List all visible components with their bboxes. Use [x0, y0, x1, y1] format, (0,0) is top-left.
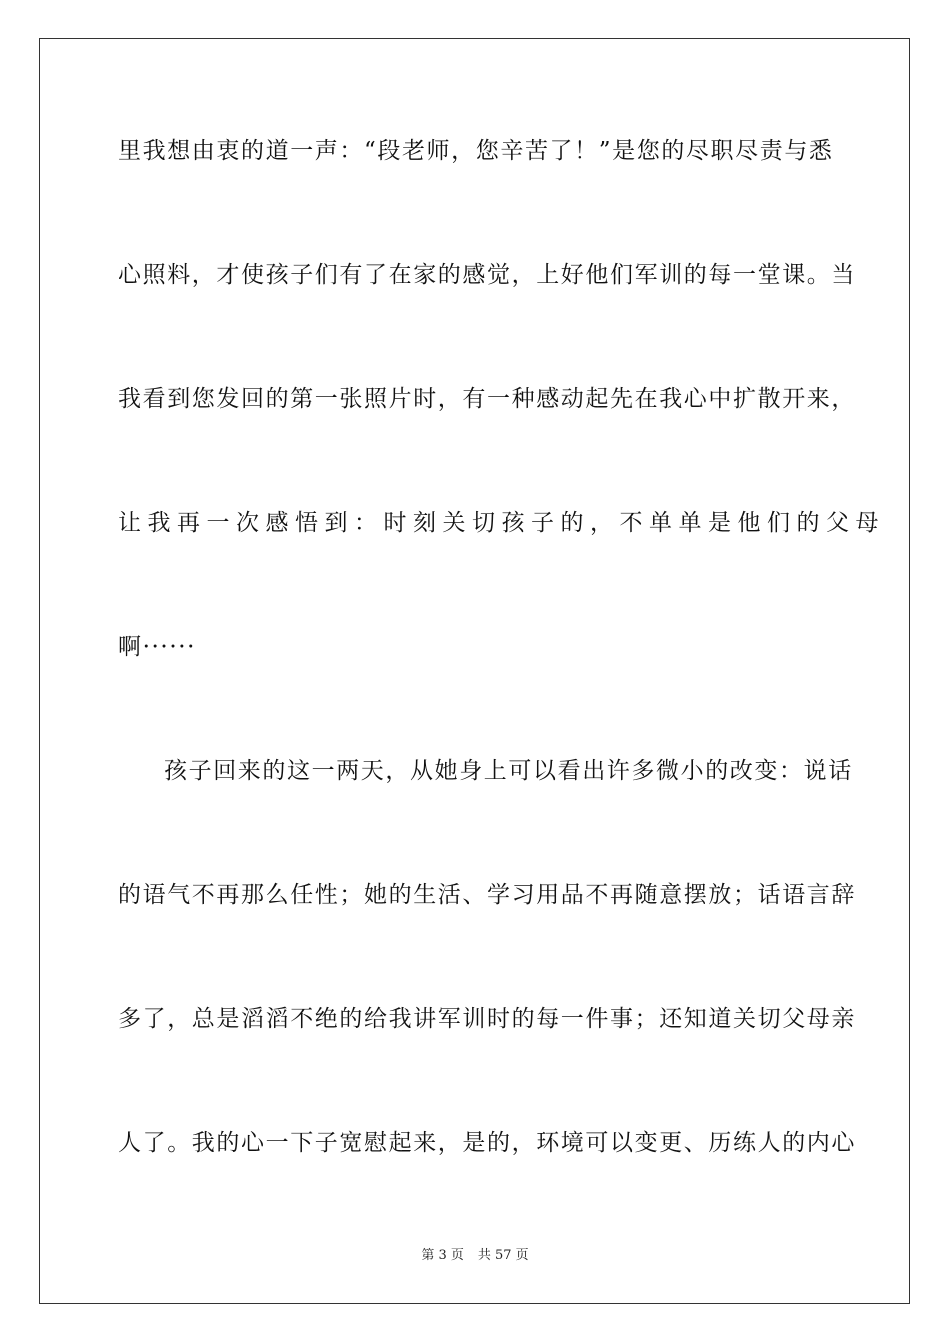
paragraph-line-2: 心照料，才使孩子们有了在家的感觉，上好他们军训的每一堂课。当 [118, 262, 856, 288]
paragraph-2-line-2: 的语气不再那么任性；她的生活、学习用品不再随意摆放；话语言辞 [118, 882, 856, 908]
paragraph-line-4: 让我再一次感悟到：时刻关切孩子的，不单单是他们的父母 [118, 510, 885, 536]
page-number: 第 3 页 [421, 1248, 464, 1263]
page-footer [0, 1248, 950, 1264]
page-total: 共 57 页 [477, 1248, 529, 1263]
page-border [39, 38, 910, 1304]
paragraph-2-line-4: 人了。我的心一下子宽慰起来，是的，环境可以变更、历练人的内心 [118, 1130, 856, 1156]
paragraph-2-line-1: 孩子回来的这一两天，从她身上可以看出许多微小的改变：说话 [164, 758, 853, 784]
paragraph-line-3: 我看到您发回的第一张照片时，有一种感动起先在我心中扩散开来， [118, 386, 856, 412]
paragraph-line-1: 里我想由衷的道一声：“段老师，您辛苦了！”是您的尽职尽责与悉 [118, 138, 834, 164]
paragraph-2-line-3: 多了，总是滔滔不绝的给我讲军训时的每一件事；还知道关切父母亲 [118, 1006, 856, 1032]
paragraph-line-5: 啊······ [118, 634, 197, 660]
